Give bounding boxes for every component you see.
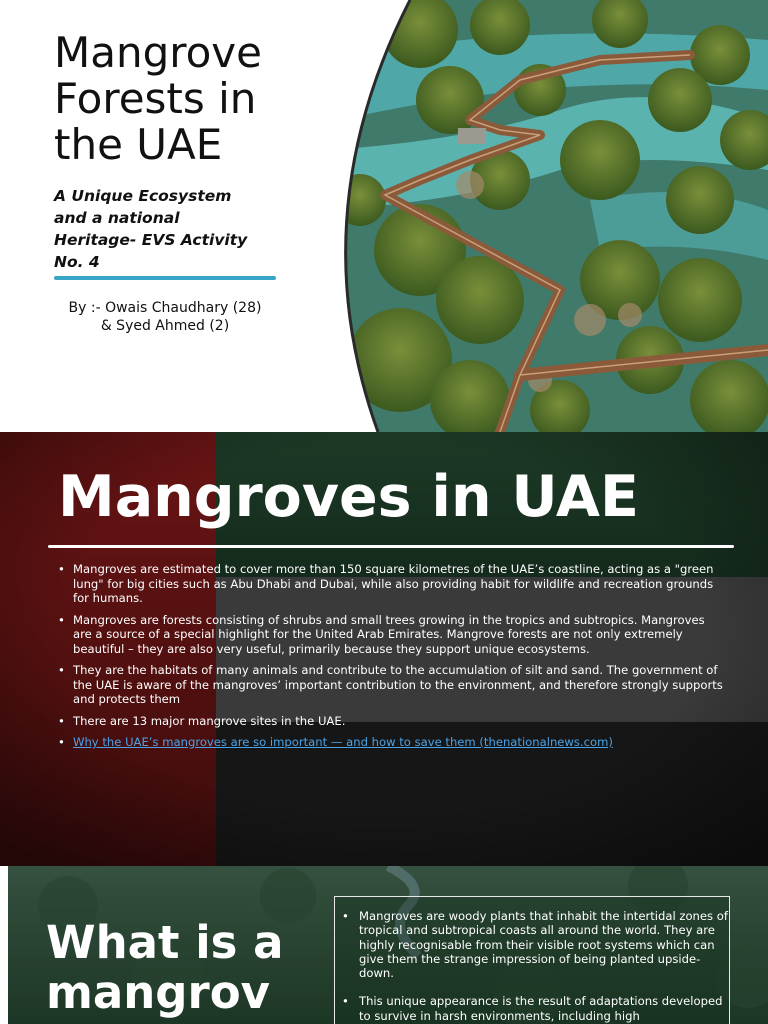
subtitle-line: Heritage- EVS Activity	[54, 231, 248, 249]
article-link[interactable]: Why the UAE’s mangroves are so important — and how to save them (thenationalnews.com)	[73, 735, 613, 749]
title-slide	[0, 0, 768, 432]
bullet-list	[58, 562, 723, 757]
heading-divider	[48, 545, 734, 548]
authors-line: & Syed Ahmed (2)	[100, 318, 230, 334]
list-item: • Mangroves are forests consisting of shrubs and small trees growing in the tropics and subtropics. Mangroves are a source of a special highlight for the United Arab Emirates. Mangrove forests are not only extremely beautiful – they are also very useful, primarily because they support unique ecosystems.	[73, 613, 723, 657]
subtitle-line: and a national	[54, 209, 180, 227]
authors	[40, 299, 290, 335]
list-item: • There are 13 major mangrove sites in the UAE.	[73, 714, 723, 729]
page-title	[54, 30, 344, 168]
list-item: • This unique appearance is the result of adaptations developed to survive in harsh environments, including high	[359, 994, 731, 1023]
slide-heading: Mangroves in UAE	[58, 464, 639, 530]
heading-line: What is a	[46, 916, 284, 969]
subtitle-line: A Unique Ecosystem	[54, 187, 232, 205]
title-line: the UAE	[54, 120, 223, 169]
authors-line: By :- Owais Chaudhary (28)	[68, 300, 262, 316]
heading-line: mangrov	[46, 966, 270, 1019]
list-item: • Mangroves are estimated to cover more than 150 square kilometres of the UAE’s coastline, acting as a "green lung" for big cities such as Abu Dhabi and Dubai, while also providing habit for wildlife and recreation grounds for humans.	[73, 562, 723, 606]
subtitle	[54, 185, 289, 273]
slide-heading	[46, 918, 326, 1018]
title-line: Mangrove	[54, 28, 262, 77]
title-line: Forests in	[54, 74, 257, 123]
list-item	[73, 735, 723, 750]
list-item: • Mangroves are woody plants that inhabit the intertidal zones of tropical and subtropical coasts all around the world. They are highly recognisable from their visible root systems which can give them the strange impression of being planted upside-down.	[359, 909, 731, 980]
bullet-list	[358, 909, 731, 1024]
accent-underline	[54, 276, 276, 280]
list-item: • They are the habitats of many animals and contribute to the accumulation of silt and sand. The government of the UAE is aware of the mangroves’ important contribution to the environment, and therefore strongly supports and protects them	[73, 663, 723, 707]
mangroves-in-uae-slide	[0, 432, 768, 866]
what-is-a-mangrove-slide	[8, 866, 768, 1024]
subtitle-line: No. 4	[54, 253, 100, 271]
